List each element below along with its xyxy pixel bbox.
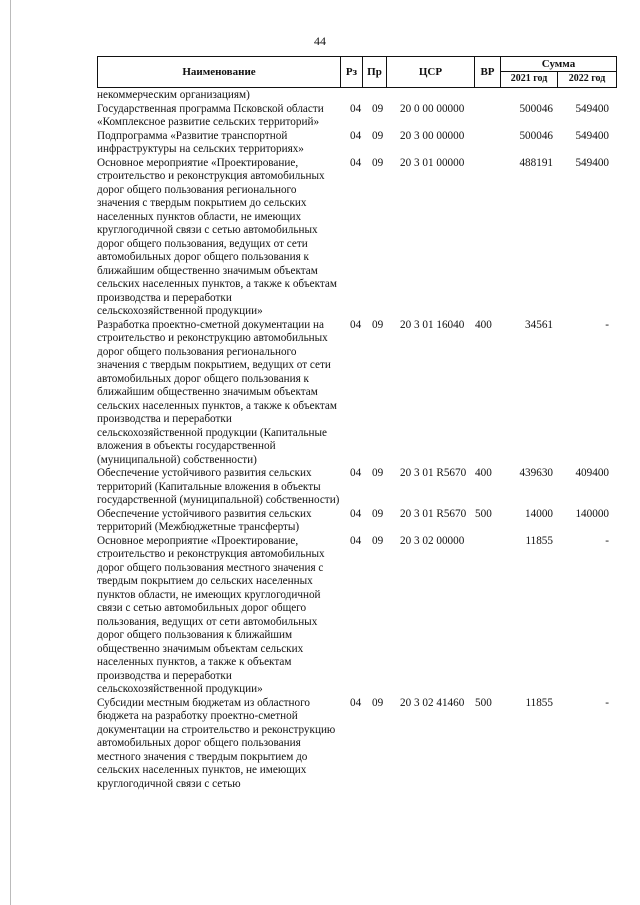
header-sum: Сумма xyxy=(501,57,616,72)
row-2021: 439630 xyxy=(519,467,553,479)
table-row xyxy=(97,319,617,468)
row-csr: 20 0 00 00000 xyxy=(400,102,465,115)
row-2022: - xyxy=(605,318,609,331)
row-pr: 09 xyxy=(372,318,384,331)
row-pr: 09 xyxy=(372,102,384,115)
row-2021: 34561 xyxy=(525,318,553,331)
row-csr: 20 3 02 41460 xyxy=(400,696,465,709)
header-year-2022: 2022 год xyxy=(568,73,606,84)
row-rz: 04 xyxy=(350,507,362,520)
row-pr: 09 xyxy=(372,467,384,479)
header-vr: ВР xyxy=(475,57,501,87)
row-pr: 09 xyxy=(372,696,384,709)
row-csr: 20 3 02 00000 xyxy=(400,534,465,547)
row-2022: - xyxy=(605,534,609,547)
header-name: Наименование xyxy=(98,57,341,87)
row-rz: 04 xyxy=(350,129,362,142)
row-csr: 20 3 01 R5670 xyxy=(400,467,467,479)
header-csr: ЦСР xyxy=(387,57,475,87)
row-name: Субсидии местным бюджетам из областного бюджета на разработку проектно-сметной документации на строительство и реконструкцию автомобильных дорог общего пользования местного значения с твердым покрытием до сельских населенных пунктов, не имеющих круглогодичной связи с сетью xyxy=(97,696,336,790)
row-vr: 400 xyxy=(475,467,492,479)
row-2022: 549400 xyxy=(575,156,609,169)
row-2021: 11855 xyxy=(525,534,553,547)
header-year-2021: 2021 год xyxy=(501,72,558,87)
row-csr: 20 3 00 00000 xyxy=(400,129,465,142)
row-2022: 549400 xyxy=(575,102,609,115)
row-2021: 11855 xyxy=(525,696,553,709)
table-row xyxy=(97,89,617,103)
row-2022: 549400 xyxy=(575,129,609,142)
row-name: Подпрограмма «Развитие транспортной инфраструктуры на сельских территориях» xyxy=(97,129,304,155)
row-pr: 09 xyxy=(372,129,384,142)
row-vr: 500 xyxy=(475,507,492,520)
header-rz: Рз xyxy=(341,57,363,87)
row-2021: 14000 xyxy=(525,507,553,520)
row-name: Государственная программа Псковской области «Комплексное развитие сельских территорий» xyxy=(97,102,324,128)
table-row xyxy=(97,535,617,697)
row-csr: 20 3 01 00000 xyxy=(400,156,465,169)
row-2022: - xyxy=(605,696,609,709)
table-header xyxy=(97,56,617,88)
row-name: Обеспечение устойчивого развития сельских территорий (Капитальные вложения в объекты государственной (муниципальной) собственности) xyxy=(97,467,340,506)
row-rz: 04 xyxy=(350,156,362,169)
row-rz: 04 xyxy=(350,318,362,331)
table-row xyxy=(97,103,617,130)
row-rz: 04 xyxy=(350,696,362,709)
row-2021: 500046 xyxy=(519,129,553,142)
row-csr: 20 3 01 R5670 xyxy=(400,507,467,520)
row-rz: 04 xyxy=(350,534,362,547)
table-row xyxy=(97,508,617,535)
row-pr: 09 xyxy=(372,507,384,520)
budget-table-body xyxy=(97,89,617,791)
row-name: Разработка проектно-сметной документации на строительство и реконструкцию автомобильных дорог общего пользования регионального значения с твердым покрытием, ведущих от сети автомобильных дорог общего пользования к ближайшим общественно значимым объектам сельских населенных пунктов, а также к объектам производства и переработки сельскохозяйственной продукции (Капитальные вложения в объекты государственной (муниципальной) собственности) xyxy=(97,318,337,466)
row-pr: 09 xyxy=(372,156,384,169)
row-name: Основное мероприятие «Проектирование, строительство и реконструкция автомобильных дорог общего пользования регионального значения с твердым покрытием до сельских населенных пунктов области, не имеющих круглогодичной связи с сетью автомобильных дорог общего пользования, ведущих от сети автомобильных дорог общего пользования к ближайшим общественно значимым объектам сельских населенных пунктов, а также к объектам производства и переработки сельскохозяйственной продукции» xyxy=(97,156,337,317)
table-row xyxy=(97,130,617,157)
header-sum-group xyxy=(501,57,616,87)
row-2021: 500046 xyxy=(519,102,553,115)
row-rz: 04 xyxy=(350,102,362,115)
header-pr: Пр xyxy=(363,57,387,87)
row-vr: 400 xyxy=(475,318,492,331)
page-number: 44 xyxy=(314,34,326,48)
row-csr: 20 3 01 16040 xyxy=(400,318,465,331)
table-row xyxy=(97,697,617,792)
row-2022: 409400 xyxy=(575,467,609,479)
row-2022: 140000 xyxy=(575,507,609,520)
row-vr: 500 xyxy=(475,696,492,709)
scan-edge-line xyxy=(10,0,11,905)
row-name: некоммерческим организациям) xyxy=(97,89,250,101)
table-row xyxy=(97,467,617,508)
row-name: Основное мероприятие «Проектирование, строительство и реконструкция автомобильных дорог общего пользования местного значения с твердым покрытием до сельских населенных пунктов области, не имеющих круглогодичной связи с сетью автомобильных дорог общего пользования, ведущих от сети автомобильных дорог общего пользования к ближайшим общественно значимым объектам сельских населенных пунктов, а также к объектам производства и переработки сельскохозяйственной продукции» xyxy=(97,534,325,695)
row-pr: 09 xyxy=(372,534,384,547)
row-name: Обеспечение устойчивого развития сельских территорий (Межбюджетные трансферты) xyxy=(97,507,312,533)
row-rz: 04 xyxy=(350,467,362,479)
table-row xyxy=(97,157,617,319)
row-2021: 488191 xyxy=(519,156,553,169)
